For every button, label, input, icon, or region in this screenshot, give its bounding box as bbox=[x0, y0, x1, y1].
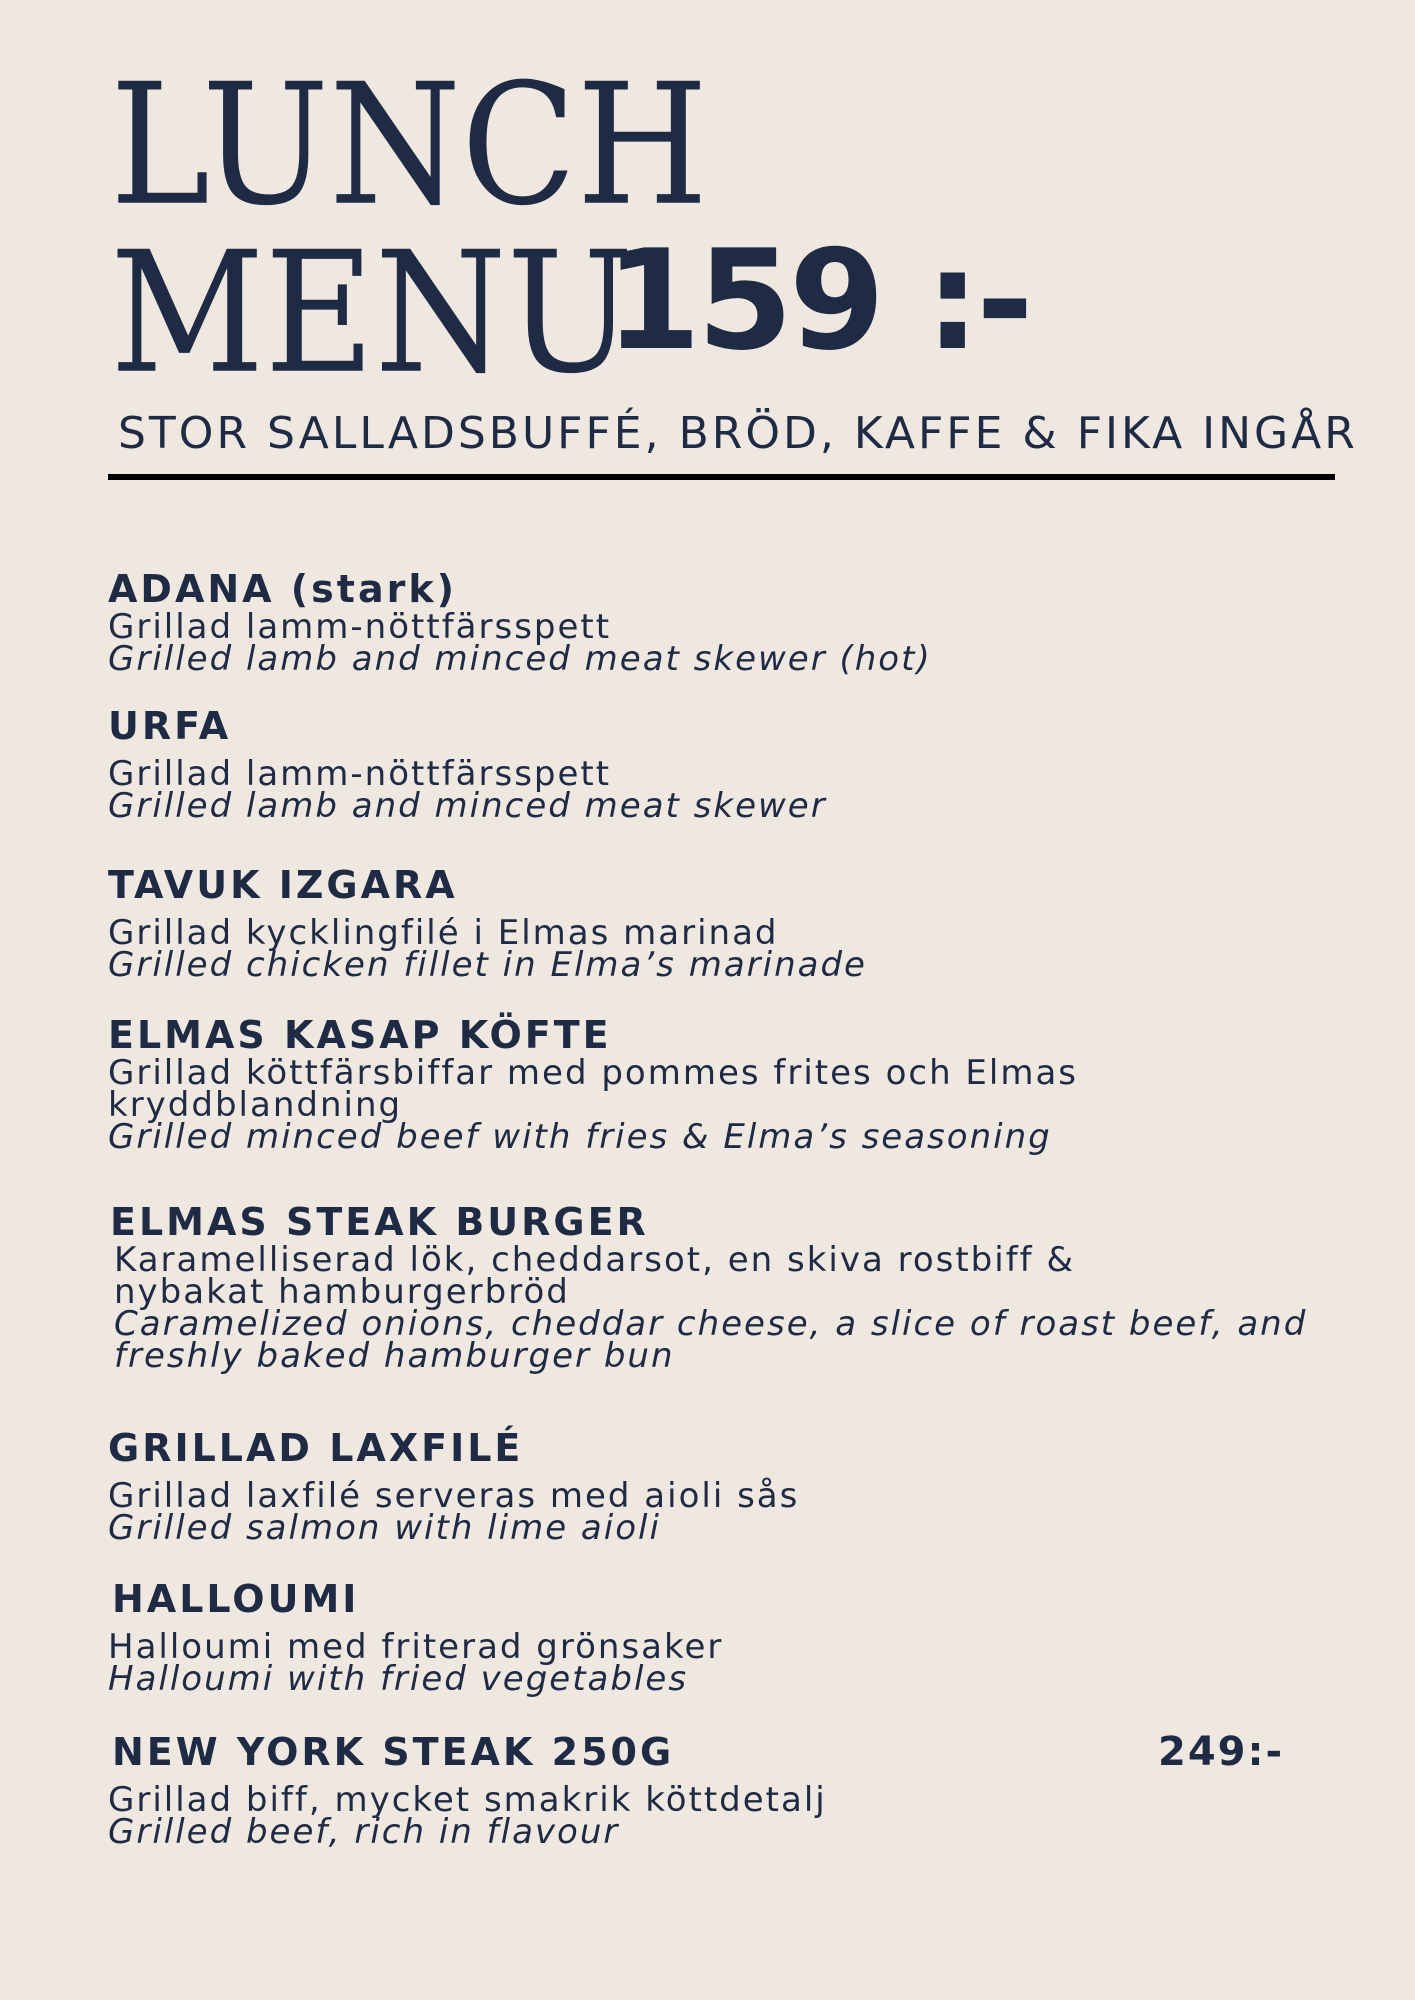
item-name: HALLOUMI bbox=[112, 1577, 360, 1621]
item-name: ADANA (stark) bbox=[108, 567, 457, 611]
item-description-sv: Grillad biff, mycket smakrik köttdetalj bbox=[108, 1780, 827, 1820]
menu-item-adana bbox=[108, 567, 1338, 679]
subtitle-included: STOR SALLADSBUFFÉ, BRÖD, KAFFE & FIKA INGÅR bbox=[118, 408, 1358, 459]
item-description-sv: Grillad laxfilé serveras med aioli sås bbox=[108, 1476, 800, 1516]
item-description-sv: Grillad lamm-nöttfärsspett bbox=[108, 754, 612, 794]
title-menu: MENU bbox=[110, 215, 634, 411]
item-description-en: Grilled salmon with lime aioli bbox=[108, 1508, 661, 1548]
header-divider bbox=[108, 474, 1335, 480]
menu-item-grillad-laxfile bbox=[108, 1426, 1338, 1548]
item-name: NEW YORK STEAK 250G bbox=[112, 1730, 675, 1774]
item-description-sv: Grillad kycklingfilé i Elmas marinad bbox=[108, 913, 779, 953]
menu-item-elmas-kasap-kofte bbox=[108, 1013, 1258, 1157]
item-name: ELMAS KASAP KÖFTE bbox=[108, 1013, 612, 1057]
item-description-sv: Karamelliserad lök, cheddarsot, en skiva rostbiff & nybakat hamburgerbröd bbox=[114, 1240, 1075, 1312]
menu-item-elmas-steak-burger bbox=[110, 1200, 1340, 1376]
item-name: TAVUK IZGARA bbox=[108, 863, 458, 907]
item-price: 249:- bbox=[1158, 1729, 1285, 1775]
item-description-sv: Halloumi med friterad grönsaker bbox=[108, 1627, 724, 1667]
menu-item-halloumi bbox=[108, 1577, 1338, 1699]
item-description-en: Grilled chicken fillet in Elma’s marinade bbox=[108, 945, 867, 985]
item-description-en: Grilled lamb and minced meat skewer bbox=[108, 786, 827, 826]
title-lunch: LUNCH bbox=[110, 47, 709, 243]
menu-item-new-york-steak bbox=[108, 1730, 1338, 1852]
menu-item-tavuk-izgara bbox=[108, 863, 1338, 985]
item-name: URFA bbox=[108, 704, 232, 748]
item-description-sv: Grillad lamm-nöttfärsspett bbox=[108, 607, 612, 647]
item-description-en: Halloumi with fried vegetables bbox=[108, 1659, 689, 1699]
item-description-en: Grilled minced beef with fries & Elma’s seasoning bbox=[108, 1117, 1052, 1157]
item-description-sv: Grillad köttfärsbiffar med pommes frites och Elmas kryddblandning bbox=[108, 1053, 1079, 1125]
item-name: ELMAS STEAK BURGER bbox=[110, 1200, 649, 1244]
menu-item-urfa bbox=[108, 704, 1338, 826]
item-name: GRILLAD LAXFILÉ bbox=[108, 1426, 524, 1470]
item-description-en: Grilled lamb and minced meat skewer (hot) bbox=[108, 639, 932, 679]
lunch-price: 159 :- bbox=[605, 220, 1030, 381]
item-description-en: Caramelized onions, cheddar cheese, a slice of roast beef, and freshly baked hamburger bun bbox=[114, 1304, 1308, 1376]
item-description-en: Grilled beef, rich in flavour bbox=[108, 1812, 620, 1852]
